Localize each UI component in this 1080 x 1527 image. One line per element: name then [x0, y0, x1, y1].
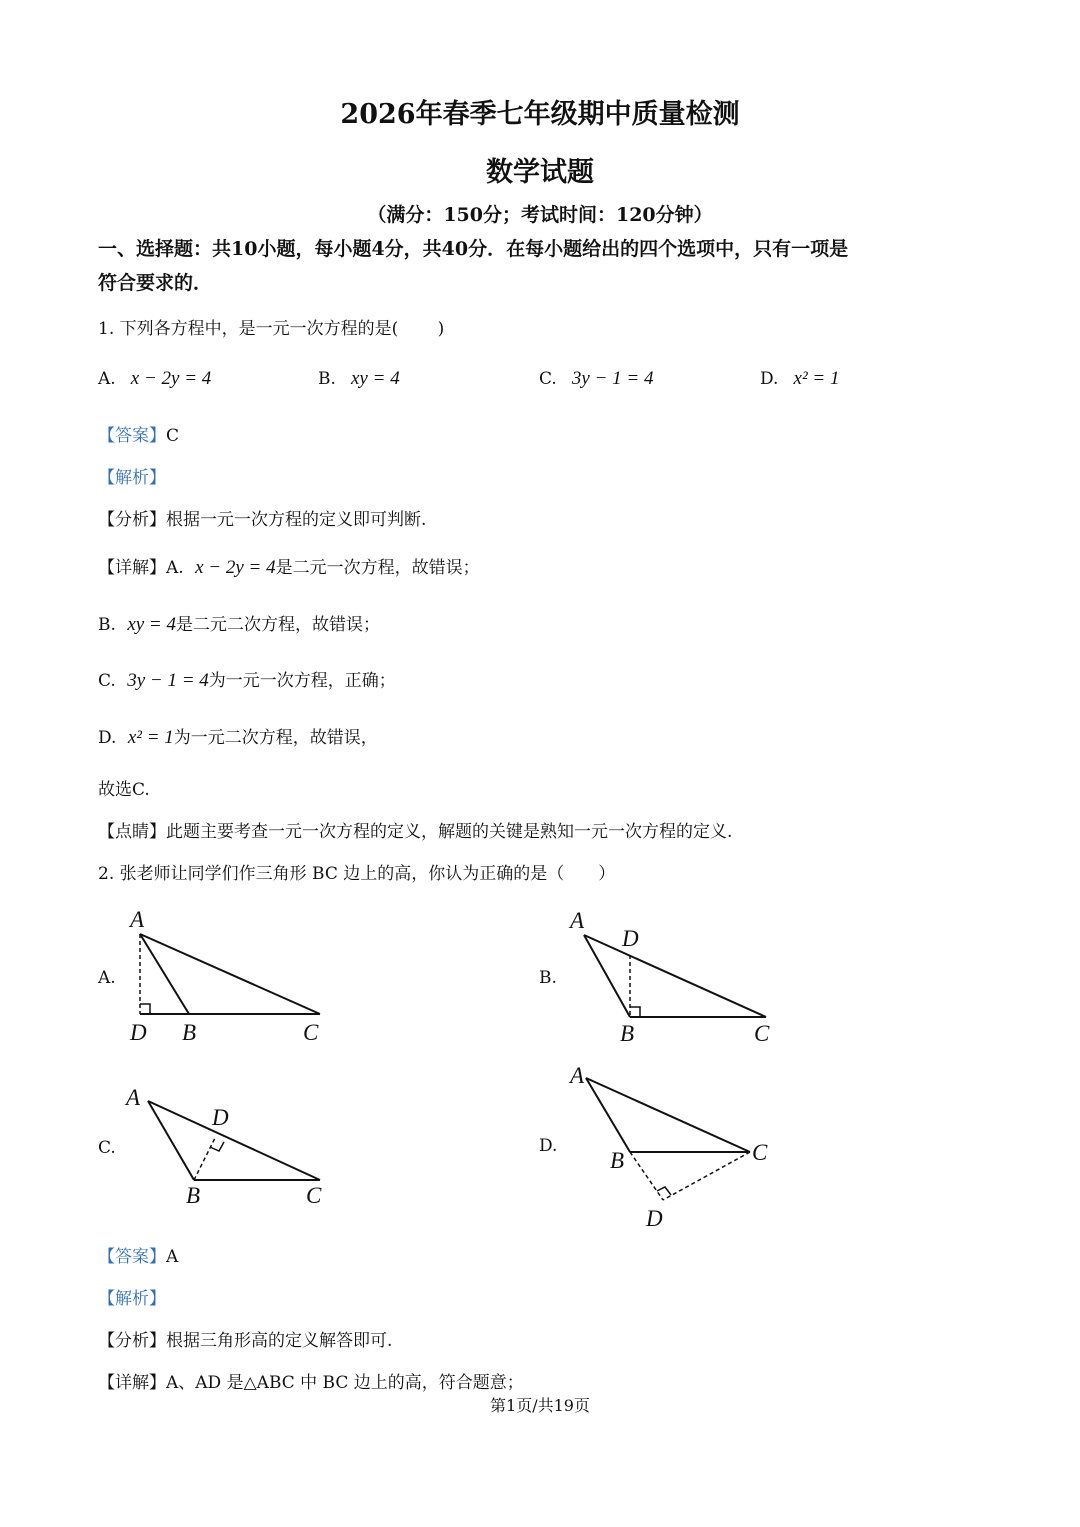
- q2-analysis-tag: 【分析】: [98, 1331, 166, 1351]
- q1-option-a-expr: x − 2y = 4: [130, 368, 212, 389]
- fig-b-label-b: B: [620, 1021, 635, 1046]
- fig-b-label-d: D: [622, 926, 639, 951]
- fig-c-label-c: C: [306, 1183, 322, 1208]
- q1-comment-text: 此题主要考查一元一次方程的定义，解题的关键是熟知一元一次方程的定义.: [166, 822, 733, 842]
- q1-detail-b-prefix: B.: [98, 615, 116, 635]
- q1-option-b-expr: xy = 4: [351, 368, 400, 389]
- exam-subtitle: 数学试题: [486, 157, 594, 188]
- q1-analysis: [98, 505, 426, 530]
- fig-c-label-d: D: [212, 1105, 229, 1130]
- page-number: 第1页/共19页: [490, 1396, 590, 1415]
- fig-a-label-b: B: [182, 1020, 197, 1045]
- fig-d-label-a: A: [570, 1063, 585, 1088]
- q1-option-a: [98, 368, 211, 390]
- fig-d-label-b: B: [610, 1148, 625, 1173]
- q1-answer-value: C: [166, 426, 180, 446]
- q1-option-d-label: D.: [760, 369, 779, 389]
- q2-option-d-label: D.: [539, 1136, 558, 1156]
- section-heading-line1: 一、选择题：共10小题，每小题4分，共40分．在每小题给出的四个选项中，只有一项是: [98, 238, 849, 260]
- fig-a-label-d: D: [130, 1020, 147, 1045]
- fig-d-label-c: C: [752, 1140, 768, 1165]
- q2-figure-a: [120, 900, 340, 1050]
- q1-detail-a-expr: x − 2y = 4: [195, 557, 276, 578]
- q1-detail-c-text: 为一元一次方程，正确；: [208, 671, 396, 691]
- q2-figure-b: [560, 900, 790, 1050]
- fig-b-label-a: A: [570, 908, 585, 933]
- q1-detail-d-text: 为一元二次方程，故错误，: [173, 728, 378, 748]
- q1-option-a-label: A.: [98, 369, 116, 389]
- q1-detail-d: [98, 723, 378, 749]
- exam-title: 2026年春季七年级期中质量检测: [340, 99, 740, 130]
- q2-answer-value: A: [166, 1247, 179, 1267]
- q2-figure-d: [560, 1060, 790, 1235]
- q2-detail: [98, 1368, 524, 1393]
- q2-option-b-label: B.: [539, 968, 557, 988]
- exam-note: （满分：150分；考试时间：120分钟）: [367, 204, 713, 226]
- q2-stem: 2. 张老师让同学们作三角形 BC 边上的高，你认为正确的是（ ）: [98, 864, 616, 884]
- q2-detail-text: A、AD 是△ABC 中 BC 边上的高，符合题意；: [166, 1373, 524, 1393]
- q2-option-a-label: A.: [98, 968, 116, 988]
- q1-detail-c: [98, 666, 396, 692]
- q1-option-c: [539, 368, 653, 390]
- q1-detail-b-expr: xy = 4: [127, 614, 176, 635]
- q1-analysis-text: 根据一元一次方程的定义即可判断.: [166, 510, 427, 530]
- fig-a-label-a: A: [130, 907, 145, 932]
- q1-answer-tag: 【答案】: [98, 426, 166, 446]
- q1-analysis-tag: 【分析】: [98, 510, 166, 530]
- q1-option-c-expr: 3y − 1 = 4: [571, 368, 654, 389]
- q2-detail-tag: 【详解】: [98, 1373, 166, 1393]
- q1-detail-c-prefix: C.: [98, 671, 116, 691]
- q1-option-d: [760, 368, 839, 390]
- q2-option-c-label: C.: [98, 1138, 116, 1158]
- fig-c-label-a: A: [126, 1085, 141, 1110]
- q1-detail-a-text: 是二元一次方程，故错误；: [275, 558, 480, 578]
- q1-detail-d-prefix: D.: [98, 728, 117, 748]
- q2-answer: [98, 1242, 178, 1267]
- section-heading-line2: 符合要求的．: [98, 272, 213, 294]
- q1-detail-tag: 【详解】: [98, 558, 166, 578]
- q1-comment-tag: 【点睛】: [98, 822, 166, 842]
- q1-detail-a-prefix: A.: [166, 558, 184, 578]
- q1-comment: [98, 817, 732, 842]
- q1-option-c-label: C.: [539, 369, 557, 389]
- q1-detail-b: [98, 610, 380, 636]
- q1-stem: 1. 下列各方程中，是一元一次方程的是( ): [98, 319, 445, 339]
- fig-d-label-d: D: [646, 1206, 663, 1231]
- fig-b-label-c: C: [754, 1021, 770, 1046]
- q1-detail-d-expr: x² = 1: [127, 727, 174, 748]
- q1-answer: [98, 421, 179, 446]
- q2-analysis-text: 根据三角形高的定义解答即可.: [166, 1331, 393, 1351]
- q1-detail-c-expr: 3y − 1 = 4: [127, 670, 209, 691]
- q1-option-d-expr: x² = 1: [793, 368, 840, 389]
- fig-a-label-c: C: [303, 1020, 319, 1045]
- q1-option-b: [318, 368, 400, 390]
- q1-detail-b-text: 是二元二次方程，故错误；: [176, 615, 380, 635]
- q1-detail-a: [98, 553, 480, 579]
- fig-c-label-b: B: [186, 1183, 201, 1208]
- q1-option-b-label: B.: [318, 369, 336, 389]
- q2-jiexi-tag: 【解析】: [98, 1289, 166, 1309]
- q2-answer-tag: 【答案】: [98, 1247, 166, 1267]
- q2-figure-c: [120, 1075, 340, 1215]
- q1-jiexi-tag: 【解析】: [98, 468, 166, 488]
- q1-conclusion: 故选C.: [98, 780, 150, 800]
- q2-analysis: [98, 1326, 392, 1351]
